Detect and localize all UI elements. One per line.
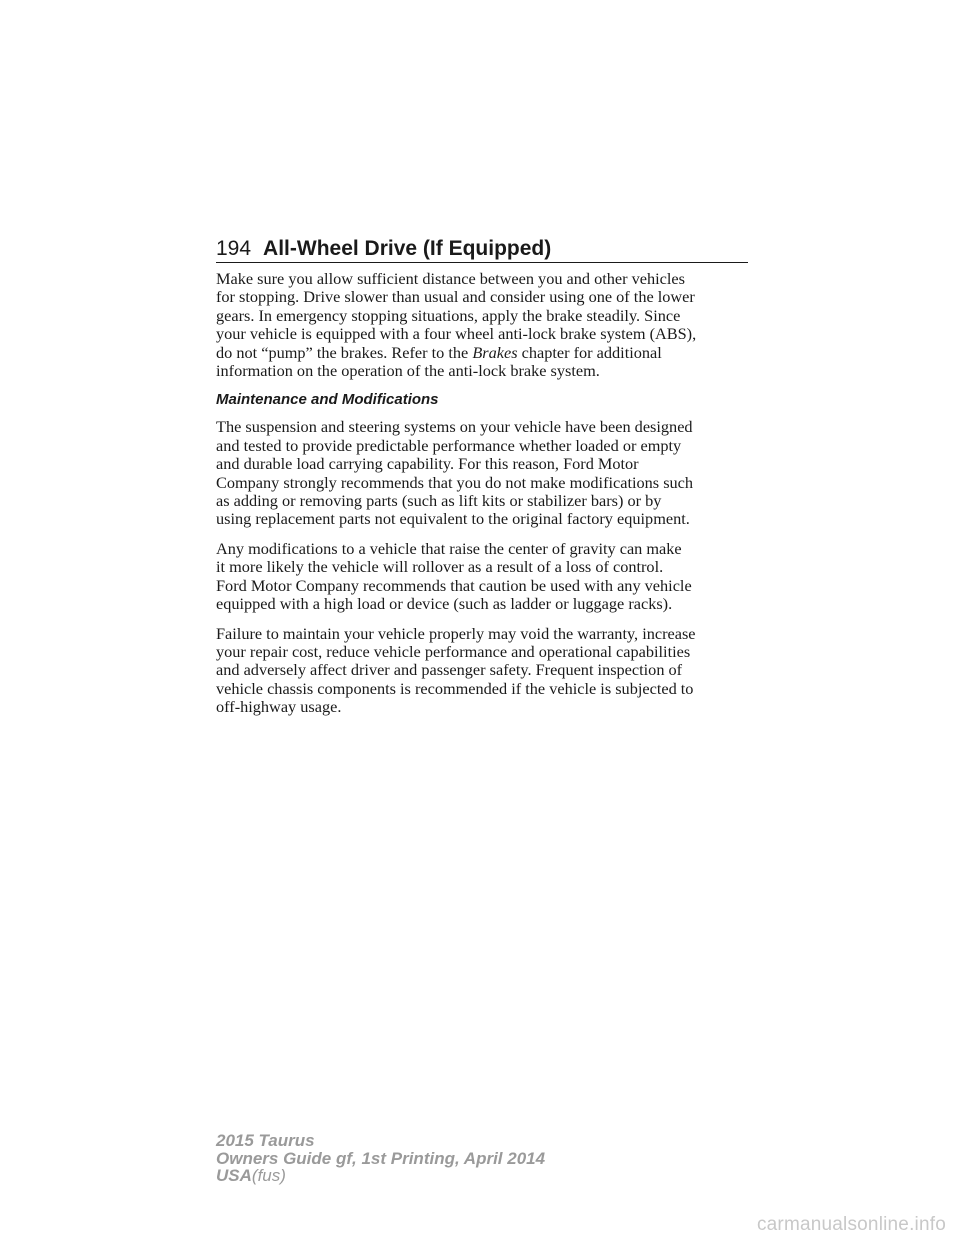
paragraph-text: chapter for additional information on the operation of the anti-lock brake system. (216, 342, 662, 381)
paragraph-text: Make sure you allow sufficient distance between you and other vehicles for stopping. Drive slower than usual and consider using one of the lower gears. In emergency stopping situations, apply the brake steadily. Since your vehicle is equipped with a four wheel anti-lock brake system (ABS), do not “pump” the brakes. Refer to the (216, 269, 697, 362)
footer-region-code: USA (216, 1166, 252, 1185)
paragraph-maintenance: Failure to maintain your vehicle properly may void the warranty, increase your repair cost, reduce vehicle performance and operational capabilities and adversely affect driver and passenger safety. Frequent inspection of vehicle chassis components is recommended if the vehicle is subjected to off-highway usage. (216, 623, 696, 717)
footer-region-suffix: (fus) (251, 1166, 286, 1185)
footer-region (216, 1167, 545, 1185)
brakes-chapter-reference: Brakes (472, 342, 518, 362)
footer-printing: Owners Guide gf, 1st Printing, April 2014 (216, 1148, 546, 1168)
paragraph-stopping-distance (216, 270, 750, 380)
section-heading: Maintenance and Modifications (216, 391, 439, 409)
chapter-title: All-Wheel Drive (If Equipped) (263, 237, 552, 260)
page-footer (216, 1132, 545, 1185)
page-number: 194 (216, 237, 252, 260)
page-header (216, 231, 748, 263)
paragraph-suspension: The suspension and steering systems on your vehicle have been designed and tested to provide predictable performance whether loaded or empty and durable load carrying capability. For this reason, Ford Motor Company strongly recommends that you do not make modifications such as adding or removing parts (such as lift kits or stabilizer bars) or by using replacement parts not equivalent to the original factory equipment. (216, 417, 694, 529)
page-content (216, 270, 750, 728)
watermark-text: carmanualsonline.info (756, 1214, 946, 1235)
footer-model: 2015 Taurus (216, 1131, 315, 1150)
paragraph-modifications: Any modifications to a vehicle that raise the center of gravity can make it more likely the vehicle will rollover as a result of a loss of control. Ford Motor Company recommends that caution be used with any vehicle equipped with a high load or device (such as ladder or luggage racks). (216, 538, 692, 614)
